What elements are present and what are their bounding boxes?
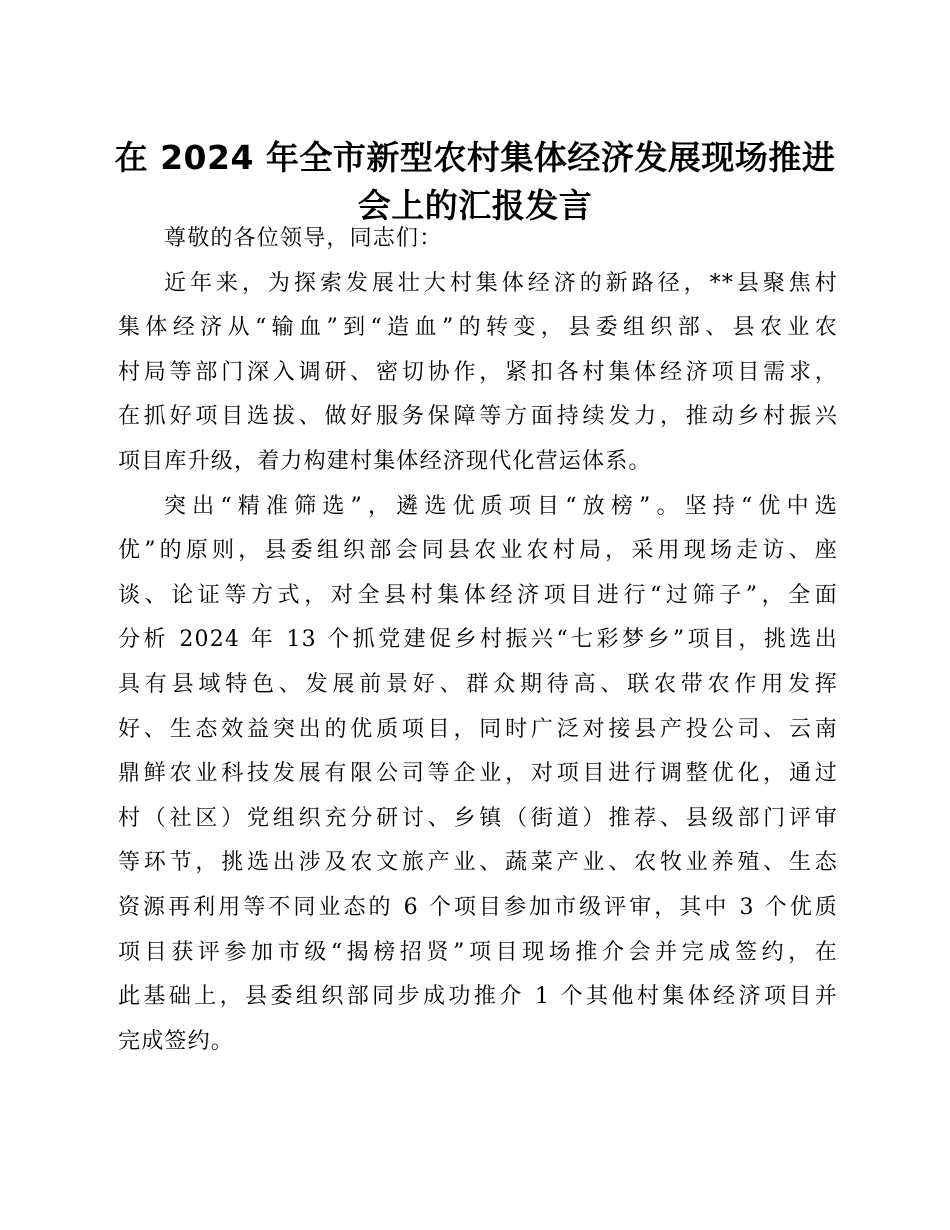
paragraph-line: 村局等部门深入调研、密切协作，紧扣各村集体经济项目需求，	[118, 359, 838, 385]
paragraph-line: 分析 2024 年 13 个抓党建促乡村振兴“七彩梦乡”项目，挑选出	[118, 627, 838, 653]
paragraph-line: 鼎鲜农业科技发展有限公司等企业，对项目进行调整优化，通过	[118, 761, 838, 787]
paragraph-line: 村（社区）党组织充分研讨、乡镇（街道）推荐、县级部门评审	[118, 805, 838, 831]
document-body	[118, 217, 838, 1064]
paragraph-line: 近年来，为探索发展壮大村集体经济的新路径，**县聚焦村	[164, 270, 838, 296]
title-line: 在 2024 年全市新型农村集体经济发展现场推进	[114, 138, 836, 177]
paragraph-line: 项目获评参加市级“揭榜招贤”项目现场推介会并完成签约，在	[118, 939, 838, 965]
paragraph-line: 集体经济从“输血”到“造血”的转变，县委组织部、县农业农	[118, 315, 838, 341]
paragraph-line: 完成签约。	[118, 1028, 235, 1054]
paragraph-line: 优”的原则，县委组织部会同县农业农村局，采用现场走访、座	[118, 538, 838, 564]
paragraph-2	[118, 485, 838, 1065]
paragraph-line: 此基础上，县委组织部同步成功推介 1 个其他村集体经济项目并	[118, 984, 838, 1010]
paragraph-line: 好、生态效益突出的优质项目，同时广泛对接县产投公司、云南	[118, 716, 838, 742]
title-line: 会上的汇报发言	[357, 186, 593, 225]
paragraph-line: 在抓好项目选拔、做好服务保障等方面持续发力，推动乡村振兴	[118, 404, 838, 430]
paragraph-1	[118, 262, 838, 485]
paragraph-line: 谈、论证等方式，对全县村集体经济项目进行“过筛子”，全面	[118, 582, 838, 608]
document-title	[100, 134, 850, 230]
paragraph-line: 等环节，挑选出涉及农文旅产业、蔬菜产业、农牧业养殖、生态	[118, 850, 838, 876]
paragraph-line: 资源再利用等不同业态的 6 个项目参加市级评审，其中 3 个优质	[118, 894, 838, 920]
paragraph-line: 项目库升级，着力构建村集体经济现代化营运体系。	[118, 448, 652, 474]
paragraph-line: 突出“精准筛选”，遴选优质项目“放榜”。坚持“优中选	[164, 493, 838, 519]
paragraph-line: 具有县域特色、发展前景好、群众期待高、联农带农作用发挥	[118, 671, 838, 697]
salutation: 尊敬的各位领导，同志们：	[164, 226, 443, 251]
